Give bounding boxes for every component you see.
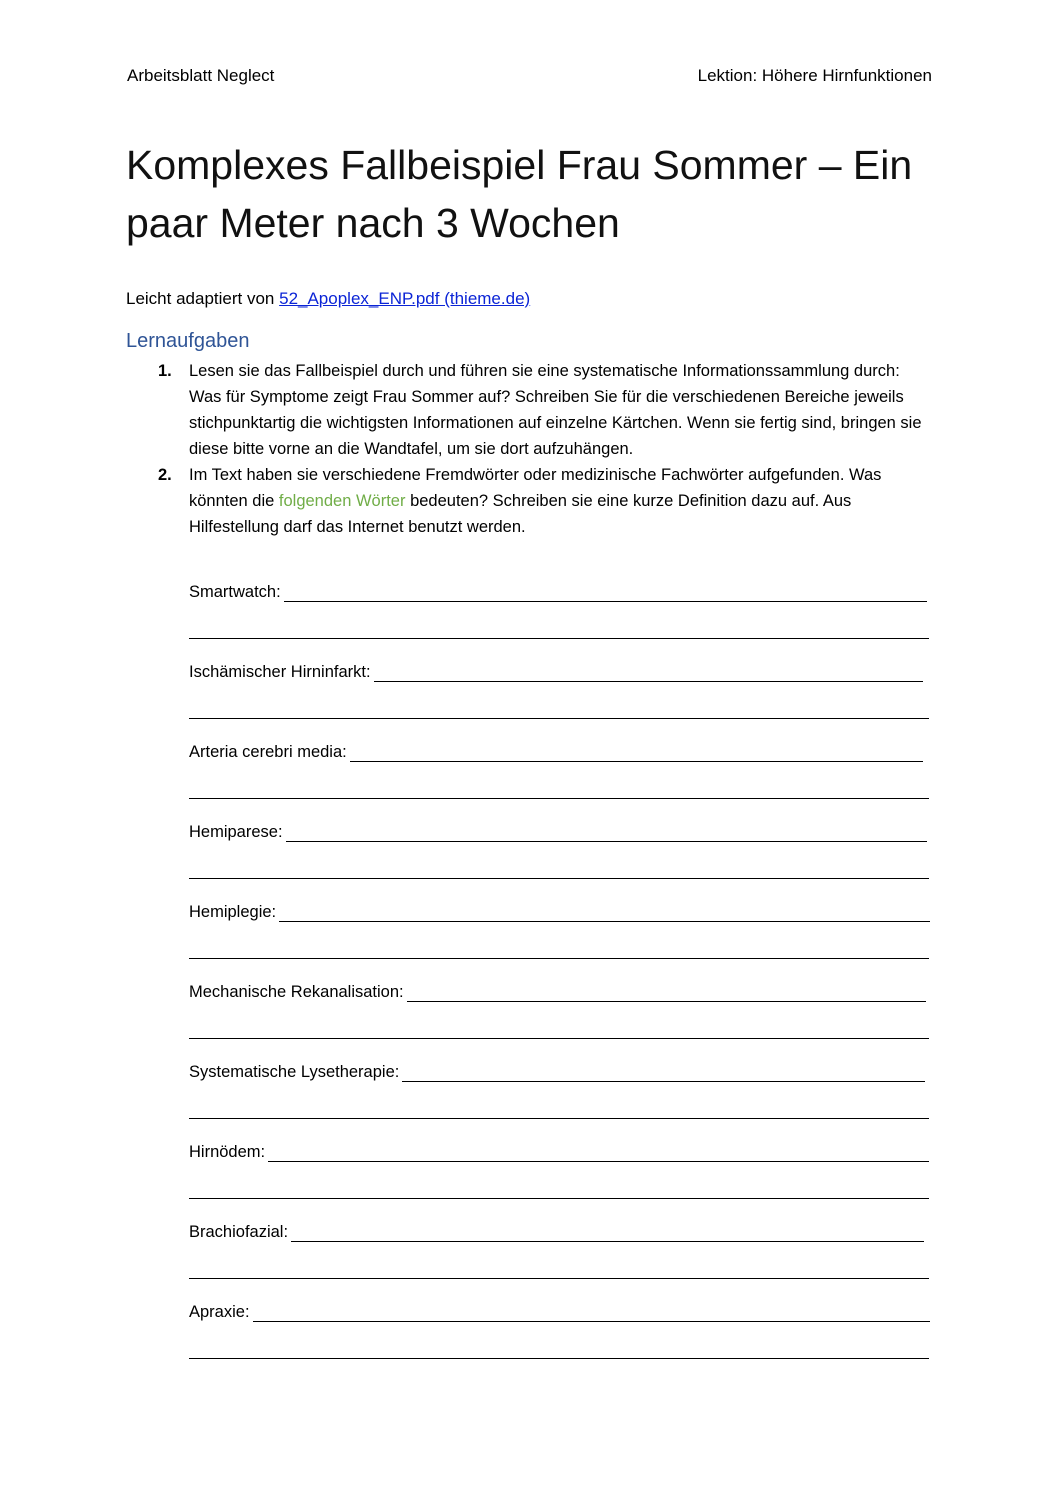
task-text-after: bedeuten? Schreiben sie eine kurze Definition dazu auf. Aus Hilfestellung darf das Internet benutzt werden. [189,492,852,536]
answer-line[interactable] [268,1143,929,1162]
section-heading: Lernaufgaben [126,330,250,352]
term-label: Arteria cerebri media: [189,743,347,761]
term-label: Hemiparese: [189,823,283,841]
answer-line[interactable] [407,983,926,1002]
term-row-systematische-lysetherapie[interactable] [189,1058,925,1082]
source-link[interactable]: 52_Apoplex_ENP.pdf (thieme.de) [279,289,531,308]
header-right: Lektion: Höhere Hirnfunktionen [697,66,932,85]
term-label: Smartwatch: [189,583,281,601]
answer-line-extra[interactable] [189,1038,929,1039]
term-label: Ischämischer Hirninfarkt: [189,663,371,681]
term-label: Hemiplegie: [189,903,277,921]
task-number: 2. [158,466,172,484]
answer-line[interactable] [279,903,930,922]
term-row-smartwatch[interactable] [189,578,927,602]
term-label: Brachiofazial: [189,1223,289,1241]
answer-line[interactable] [350,743,923,762]
task-highlight: folgenden Wörter [278,492,406,510]
term-row-brachiofazial[interactable] [189,1218,924,1242]
answer-line-extra[interactable] [189,1278,929,1279]
answer-line-extra[interactable] [189,878,929,879]
term-row-apraxie[interactable] [189,1298,930,1322]
answer-line-extra[interactable] [189,1358,929,1359]
answer-line[interactable] [286,823,927,842]
answer-line-extra[interactable] [189,718,929,719]
task-item-1 [150,358,930,462]
task-number: 1. [158,362,172,380]
page-title: Komplexes Fallbeispiel Frau Sommer – Ein paar Meter nach 3 Wochen [126,142,913,246]
term-label: Mechanische Rekanalisation: [189,983,404,1001]
term-row-ischaemischer-hirninfarkt[interactable] [189,658,923,682]
term-row-mechanische-rekanalisation[interactable] [189,978,926,1002]
source-line [126,289,530,309]
term-row-hemiparese[interactable] [189,818,927,842]
task-list [150,358,930,540]
answer-line-extra[interactable] [189,1198,929,1199]
answer-line[interactable] [284,583,927,602]
answer-line-extra[interactable] [189,958,929,959]
answer-line[interactable] [374,663,923,682]
header-left: Arbeitsblatt Neglect [127,66,275,85]
answer-line[interactable] [402,1063,925,1082]
term-label: Apraxie: [189,1303,250,1321]
term-label: Hirnödem: [189,1143,266,1161]
term-label: Systematische Lysetherapie: [189,1063,400,1081]
term-row-hemiplegie[interactable] [189,898,930,922]
task-text-before: Im Text haben sie verschiedene Fremdwörter oder medizinische Fachwörter aufgefunden. Was könnten die [189,466,882,510]
task-text: Lesen sie das Fallbeispiel durch und führen sie eine systematische Informationssammlung durch: Was für Symptome zeigt Frau Sommer auf? Schreiben Sie für die verschiedenen Bereiche jeweils stichpunktartig die wichtigsten Informationen auf einzelne Kärtchen. Wenn sie fertig sind, bringen sie diese bitte vorne an die Wandtafel, um sie dort aufzuhängen. [189,362,922,458]
term-row-hirnoedem[interactable] [189,1138,929,1162]
answer-line-extra[interactable] [189,798,929,799]
task-item-2 [150,462,930,540]
answer-line-extra[interactable] [189,1118,929,1119]
answer-line[interactable] [291,1223,924,1242]
answer-line[interactable] [253,1303,930,1322]
answer-line-extra[interactable] [189,638,929,639]
term-row-arteria-cerebri-media[interactable] [189,738,923,762]
source-prefix: Leicht adaptiert von [126,289,280,308]
